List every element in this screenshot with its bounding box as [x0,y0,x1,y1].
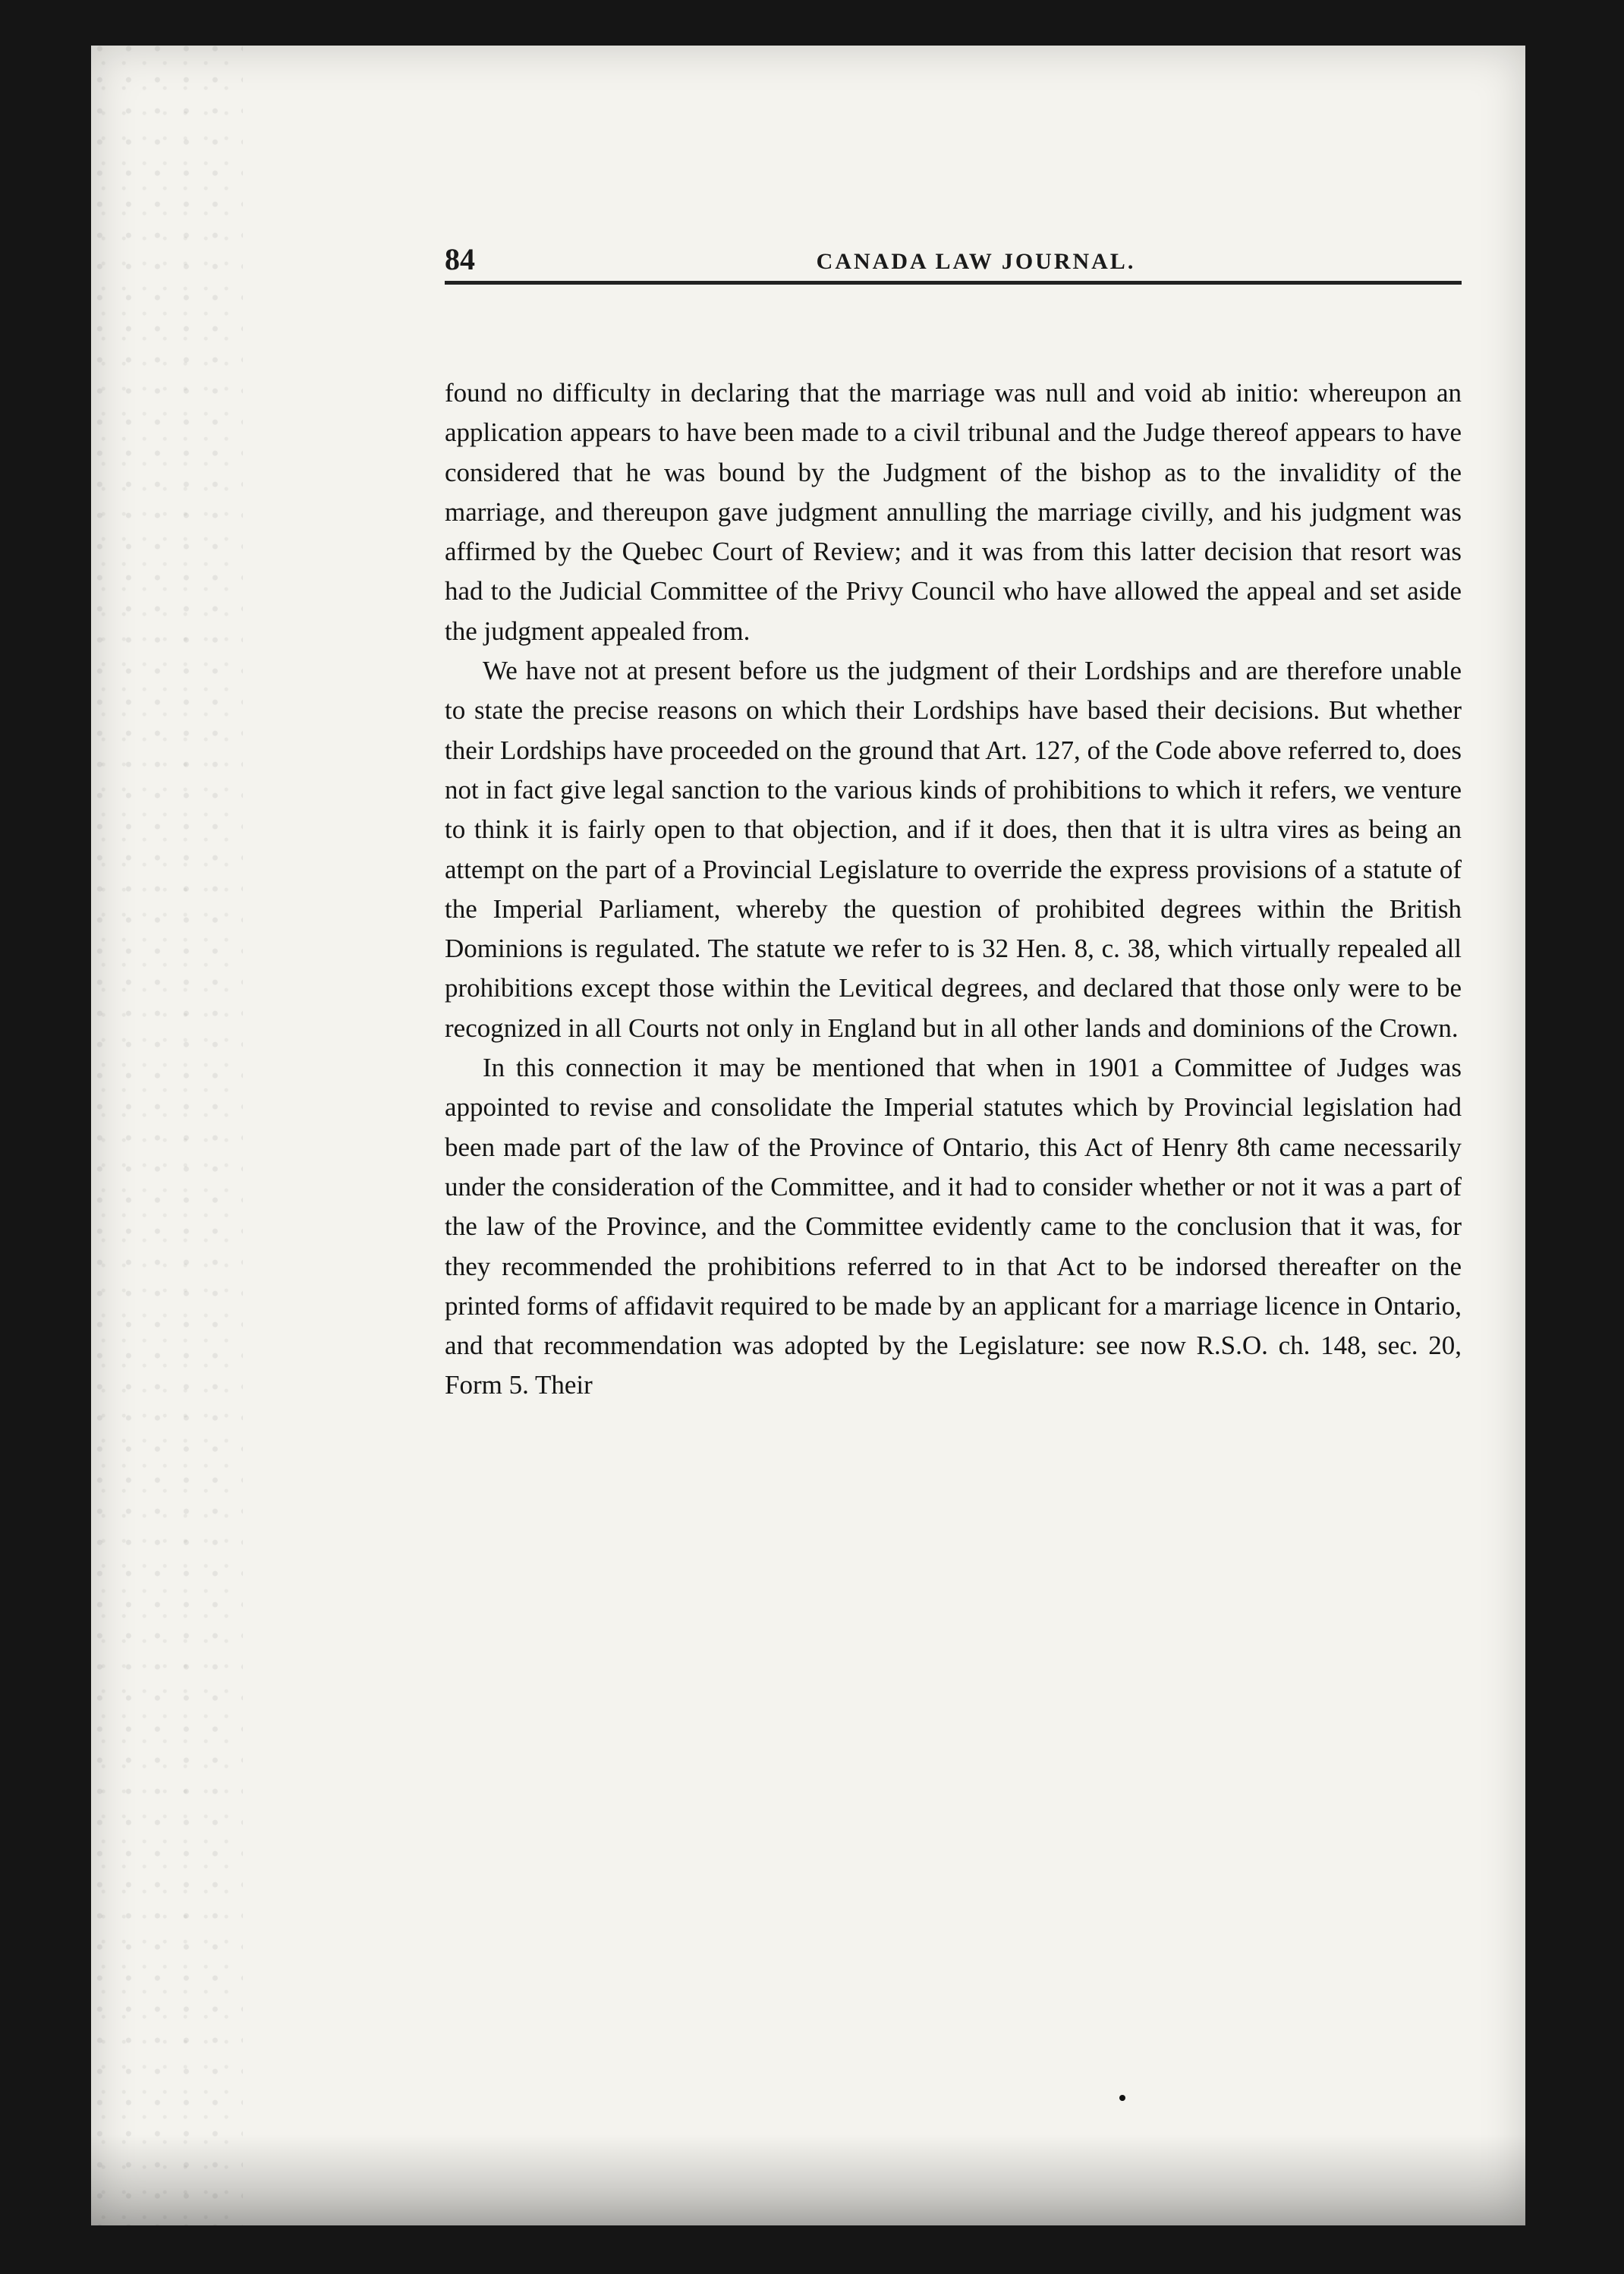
scan-noise-left [91,46,243,2225]
page-number: 84 [445,242,475,276]
body-text [445,373,1462,1406]
running-header [445,235,1462,285]
paragraph-2: We have not at present before us the judgment of their Lordships and are therefore unable to state the precise reasons on which their Lordships have based their decisions. But whether their Lordships have proceeded on the ground that Art. 127, of the Code above referred to, does not in fact give legal sanction to the various kinds of prohibitions to which it refers, we venture to think it is fairly open to that objection, and if it does, then that it is ultra vires as being an attempt on the part of a Provincial Legislature to override the express provisions of a statute of the Imperial Parliament, whereby the question of prohibited degrees within the British Dominions is regulated. The statute we refer to is 32 Hen. 8, c. 38, which virtually repealed all prohibitions except those within the Levitical degrees, and declared that those only were to be recognized in all Courts not only in England but in all other lands and dominions of the Crown. [445,656,1462,1043]
paragraph-3: In this connection it may be mentioned that when in 1901 a Committee of Judges was appointed to revise and consolidate the Imperial statutes which by Provincial legislation had been made part of the law of the Province of Ontario, this Act of Henry 8th came necessarily under the consideration of the Committee, and it had to consider whether or not it was a part of the law of the Province, and the Committee evidently came to the conclusion that it was, for they recommended the prohibitions referred to in that Act to be indorsed thereafter on the printed forms of affidavit required to be made by an applicant for a marriage licence in Ontario, and that recommendation was adopted by the Legislature: see now R.S.O. ch. 148, sec. 20, Form 5. Their [445,1053,1462,1400]
paragraph-1: found no difficulty in declaring that the marriage was null and void ab initio: whereupon an application appears to have been made to a civil tribunal and the Judge thereof appears to have considered that he was bound by the Judgment of the bishop as to the invalidity of the marriage, and thereupon gave judgment annulling the marriage civilly, and his judgment was affirmed by the Quebec Court of Review; and it was from this latter decision that resort was had to the Judicial Committee of the Privy Council who have allowed the appeal and set aside the judgment appealed from. [445,378,1462,646]
scan-speck [1119,2095,1125,2101]
journal-title: CANADA LAW JOURNAL. [816,249,1136,274]
scan-shadow-bottom [91,2134,1525,2225]
